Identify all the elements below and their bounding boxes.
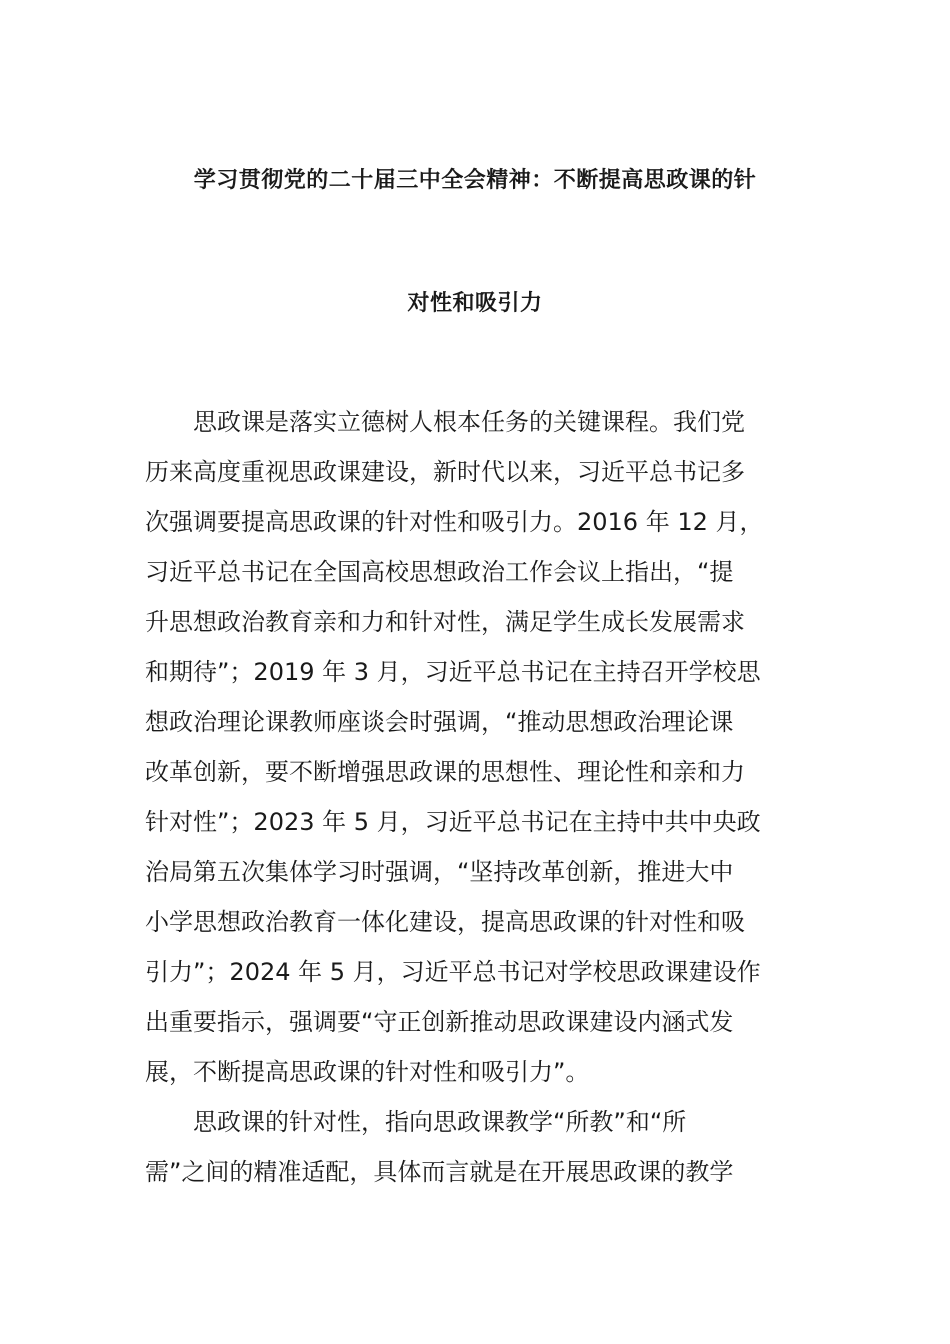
paragraph-line: 升思想政治教育亲和力和针对性，满足学生成长发展需求 (145, 608, 745, 636)
document-title-line-1: 学习贯彻党的二十届三中全会精神：不断提高思政课的针 (193, 168, 757, 193)
paragraph-line: 小学思想政治教育一体化建设，提高思政课的针对性和吸 (145, 908, 745, 936)
paragraph-line: 历来高度重视思政课建设，新时代以来，习近平总书记多 (145, 458, 745, 486)
paragraph-line: 引力”；2024 年 5 月，习近平总书记对学校思政课建设作 (145, 958, 761, 986)
paragraph-line: 治局第五次集体学习时强调，“坚持改革创新，推进大中 (145, 858, 734, 886)
paragraph-2 (145, 1097, 815, 1197)
paragraph-line: 习近平总书记在全国高校思想政治工作会议上指出，“提 (145, 558, 734, 586)
document-title-line-2: 对性和吸引力 (407, 291, 543, 316)
paragraph-line: 思政课的针对性，指向思政课教学“所教”和“所 (145, 1108, 687, 1136)
paragraph-line: 展，不断提高思政课的针对性和吸引力”。 (145, 1058, 590, 1086)
paragraph-line: 思政课是落实立德树人根本任务的关键课程。我们党 (145, 408, 745, 436)
paragraph-line: 改革创新，要不断增强思政课的思想性、理论性和亲和力 (145, 758, 745, 786)
paragraph-line: 出重要指示，强调要“守正创新推动思政课建设内涵式发 (145, 1008, 734, 1036)
paragraph-line: 和期待”；2019 年 3 月，习近平总书记在主持召开学校思 (145, 658, 761, 686)
paragraph-line: 需”之间的精准适配，具体而言就是在开展思政课的教学 (145, 1158, 734, 1186)
paragraph-1 (145, 397, 815, 1097)
paragraph-line: 次强调要提高思政课的针对性和吸引力。2016 年 12 月， (145, 508, 764, 536)
paragraph-line: 想政治理论课教师座谈会时强调，“推动思想政治理论课 (145, 708, 734, 736)
paragraph-line: 针对性”；2023 年 5 月，习近平总书记在主持中共中央政 (145, 808, 761, 836)
